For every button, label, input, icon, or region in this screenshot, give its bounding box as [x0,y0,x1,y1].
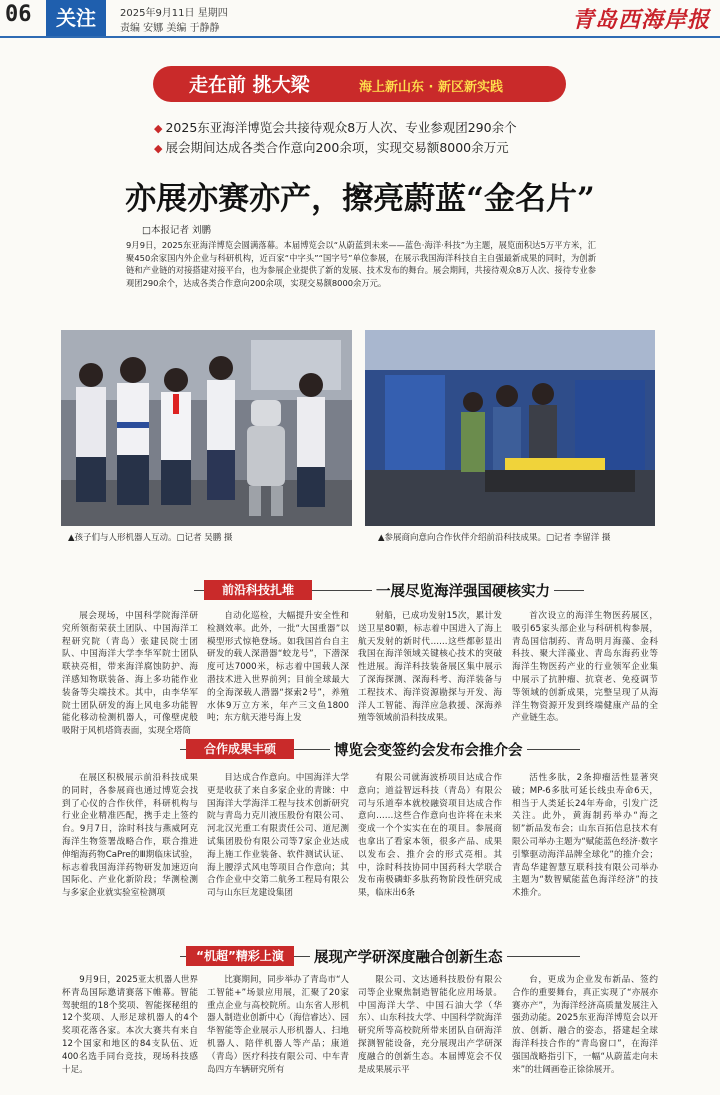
section-label: 关注 [46,0,106,36]
section-2-col-4: 活性多肽，2条抑瘤活性显著突破；MP-6多肽可延长线虫寿命6天，相当于人类延长24年寿命，引发广泛关注。此外，黄海制药举办“海之韧”新品发布会；山东百拓信息技术有限公司举办主题为“赋能蓝色经济·数字引擎驱动海洋品牌全球化”的推介会；青岛华建智慧互联科技有限公司举办主题为“数智赋能蓝色海洋经济”的技术推介。 [512,773,658,899]
section-title-3: 展现产学研深度融合创新生态 [310,946,507,967]
section-3-col-2: 比赛期间，同步举办了青岛市“人工智能+”场景应用展，汇聚了20家重点企业与高校院所。山东省人形机器人制造业创新中心（海信睿达）、园华智能等企业展示人形机器人、扫地机器人、陪伴机器人等产品；康道（青岛）医疗科技有限公司、中车青岛四方车辆研究所有 [207,975,349,1075]
section-tag-1: 前沿科技扎堆 [204,580,312,600]
page-number: 06 [5,2,32,27]
section-1-col-4: 首次设立的海洋生物医药展区，吸引65家头部企业与科研机构参展，青岛国信制药、青岛明月海藻、金科科技、聚大洋藻业、青岛东海药业等海洋生物医药产业的行业领军企业集中展示了抗肿瘤、抗衰老、免疫调节等领域的创新成果，完整呈现了从海洋生物资源开发到终端健康产品的全产业链生态。 [512,611,658,724]
banner-main: 走在前 挑大梁 [189,74,310,96]
photo-caption-1: ▲孩子们与人形机器人互动。□记者 吴鹏 摄 [68,533,233,543]
section-1-col-1: 展会现场，中国科学院海洋研究所领衔荣获土团队、中国海洋工程研究院（青岛）张建民院士团队、中国海洋大学李华军院士团队联袂亮相，带来海洋腐蚀防护、海洋感知物联装备、海上多功能作业装备等尖端技术。其中，由李华军院士团队研发的海上风电多功能智能化移动检测机器人，可像壁虎般吸附于风机塔筒表面，实现全塔筒 [62,611,198,737]
photo-robot-kids [61,330,352,526]
section-3-col-1: 9月9日，2025亚太机器人世界杯青岛国际邀请赛落下帷幕。智能驾驶组的18个奖项、智能探秘组的12个奖项、人形足球机器人的4个奖项花落各家。本次大赛共有来自12个国家和地区的84支队伍、近400名选手同台竞技，现场科技感十足。 [62,975,198,1075]
photo-exhibition-booth [365,330,655,526]
section-2-col-3: 有限公司就海波桥项目达成合作意向；道益智远科技（青岛）有限公司与乐道奉本就校融资项目达成合作意向……这些合作意向也许将在未来变成一个个实实在在的项目。参展商也拿出了看家本领，很多产品、成果以发布会、推介会的形式亮相。其中，涂时科技协同中国药科大学联合发布南极磷虾多肽药物阶段性研究成果，临床出6条 [358,773,502,899]
photo-caption-2: ▲参展商向意向合作伙伴介绍前沿科技成果。□记者 李留洋 摄 [378,533,611,543]
section-1-col-2: 自动化巡检，大幅提升安全性和检测效率。此外，一批“大国重器”以模型形式惊艳登场。如我国首台自主研发的载人深潜器“蛟龙号”，下潜深度可达7000米，标志着中国载人深潜技术进入世界前列；目前全球最大的全海深载人潜器“探索2号”，养殖水体9万立方米，年产三文鱼1800吨；东方航天港号海上发 [207,611,349,724]
page-header [0,0,720,38]
column-banner [153,66,566,102]
issue-date: 2025年9月11日 星期四 [120,8,228,19]
section-title-1: 一展尽览海洋强国硬核实力 [372,580,554,601]
section-2-col-2: 目达成合作意向。中国海洋大学更是收获了来自多家企业的青睐：中国海洋大学海洋工程与技术创新研究院与青岛力克川液压股份有限公司、河北汉光重工有限责任公司、道尼测试集团股份有限公司等7家企业达成海上施工作业装备、软件测试认证、海上腰浮式风电等项目合作意向；其合作企业中交第二航务工程局有限公司与山东巨龙建设集团 [207,773,349,899]
subhead-2: ◆ 展会期间达成各类合作意向200余项，实现交易额8000余万元 [154,140,509,155]
byline: □本报记者 刘鹏 [142,225,211,236]
section-2-col-1: 在展区积极展示前沿科技成果的同时，各参展商也通过博览会找到了心仪的合作伙伴，科研机构与行业企业精准匹配，携手走上签约台。9月7日，涂时科技与燕威阿克海洋生物签署战略合作，联合推进伸缩海药物CaPre的Ⅲ期临床试验，标志着我国海洋药物研发加速迈向国际化、产业化新阶段；华测检测与多家企业就实验室检测项 [62,773,198,899]
lead-paragraph: 9月9日，2025东亚海洋博览会圆满落幕。本届博览会以“从蔚蓝到未来——蓝色·海洋·科技”为主题，展览面积达5万平方米，汇聚450余家国内外企业与科研机构，近百家“中字头”“国字号”单位参展，在展示我国海洋科技自主自强最新成果的同时，为创新链和产业链的对接搭建对接平台，也为参展企业提供了新的发展、技术发布的舞台。展会期间，共接待观众8万人次、接待专业参观团290余个，达成各类合作意向200余项，实现交易额8000余万元。 [126,240,596,288]
newspaper-logo: 青岛西海岸报 [571,7,710,33]
subhead-1: ◆ 2025东亚海洋博览会共接待观众8万人次、专业参观团290余个 [154,120,517,135]
section-tag-2: 合作成果丰硕 [186,739,294,759]
section-1-col-3: 射船，已成功发射15次，累计发送卫星80颗，标志着中国进入了海上航天发射的新时代……这些都彰显出我国在海洋领域关键核心技术的突破性进展。海洋科技装备展区集中展示了深海探测、深海科考、海洋装备与工程技术、海洋资源勘探与开发、海洋人工智能、海洋应急救援、深海养殖等领域前沿科技成果。 [358,611,502,724]
banner-sub: 海上新山东 · 新区新实践 [359,80,503,95]
section-3-col-4: 台，更成为企业发布新品、签约合作的重要舞台，真正实现了“亦展亦赛亦产”，为海洋经济高质量发展注入强劲动能。2025东亚海洋博览会以开放、创新、融合的姿态，搭建起全球海洋科技合作的“青岛窗口”，在海洋强国战略指引下，一幅“从蔚蓝走向未来”的壮阔画卷正徐徐展开。 [512,975,658,1075]
diamond-icon: ◆ [154,122,163,135]
headline: 亦展亦赛亦产，擦亮蔚蓝“金名片” [125,181,595,217]
editors: 责编 安娜 美编 于静静 [120,23,220,34]
section-title-2: 博览会变签约会发布会推介会 [330,739,527,760]
section-3-col-3: 限公司、文达通科技股份有限公司等企业聚焦制造智能化应用场景。中国海洋大学、中国石油大学（华东）、山东科技大学、中国科学院海洋研究所等高校院所带来团队自研海洋探测智能设备，充分展现出产学研深度融合的创新生态。本届博览会不仅是成果展示平 [358,975,502,1075]
section-tag-3: “机超”精彩上演 [186,946,294,966]
diamond-icon: ◆ [154,142,163,155]
